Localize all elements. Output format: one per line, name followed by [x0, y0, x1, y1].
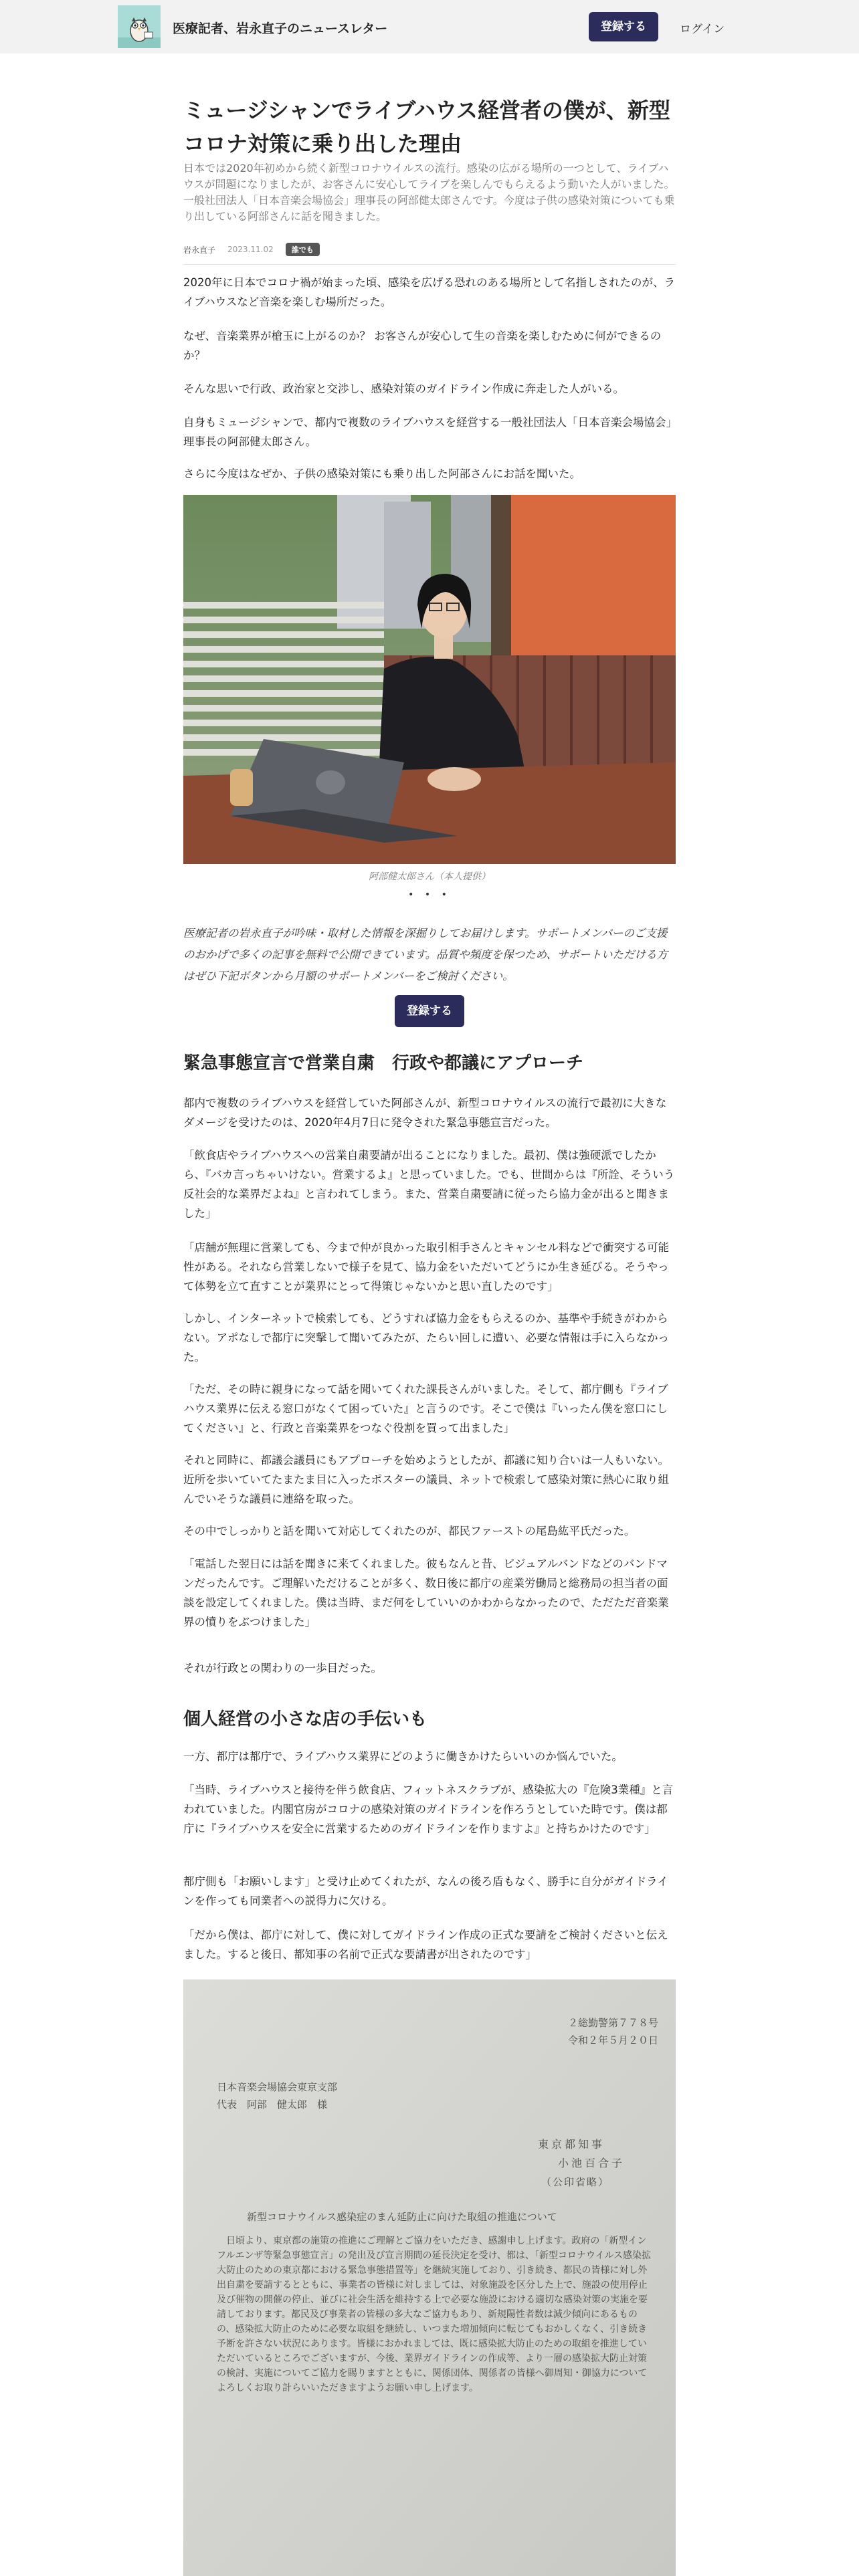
paragraph: 都庁側も「お願いします」と受け止めてくれたが、なんの後ろ盾もなく、勝手に自分がガイドラインを作っても同業者への説得力に欠ける。	[183, 1875, 668, 1907]
separator: • • •	[408, 889, 451, 900]
letter-sender-title: 東京都知事	[538, 2138, 605, 2151]
photo-caption: 阿部健太郎さん（本人提供）	[369, 871, 490, 882]
paragraph: 「店舗が無理に営業しても、今まで仲が良かった取引相手さんとキャンセル料などで衝突する可能性がある。それなら営業しないで様子を見て、協力金をいただいてどうにか生き延びる。そうやって体勢を立て直すことが業界にとって得策じゃないかと思い直したのです」	[183, 1241, 669, 1293]
login-link[interactable]: ログイン	[680, 23, 725, 36]
site-logo[interactable]	[118, 5, 161, 48]
letter-recipient-org: 日本音楽会場協会東京支部	[217, 2081, 338, 2093]
paragraph: なぜ、音楽業界が槍玉に上がるのか？ お客さんが安心して生の音楽を楽しむために何ができるのか？	[183, 330, 662, 362]
article-title: ミュージシャンでライブハウス経営者の僕が、新型コロナ対策に乗り出した理由	[183, 98, 670, 156]
request-letter-image	[183, 1979, 676, 2576]
promo-text: 医療記者の岩永直子が吟味・取材した情報を深掘りしてお届けします。サポートメンバーのご支援のおかげで多くの記事を無料で公開できています。品質や頻度を保つため、サポートいただける方はぜひ下記ボタンから月額のサポートメンバーをご検討ください。	[183, 927, 668, 982]
article-photo	[183, 495, 676, 864]
divider	[183, 264, 676, 265]
paragraph: 「飲食店やライブハウスへの営業自粛要請が出ることになりました。最初、僕は強硬派でしたから、『バカ言っちゃいけない。営業するよ』と思っていました。でも、世間からは『所詮、そういう反社会的な業界だよね』と言われてしまう。また、営業自粛要請に従ったら協力金が出ると聞きました」	[183, 1149, 675, 1220]
paragraph: それと同時に、都議会議員にもアプローチを始めようとしたが、都議に知り合いは一人もいない。近所を歩いていてたまたま目に入ったポスターの議員、ネットで検索して感染対策に熱心に取り組んでいそうな議員に連絡を取った。	[183, 1454, 669, 1505]
author-name[interactable]: 岩永直子	[183, 245, 216, 255]
top-bar	[0, 0, 859, 53]
letter-ref-date: 令和２年５月２０日	[567, 2034, 658, 2046]
letter-body: 日頃より、東京都の施策の推進にご理解とご協力をいただき、感謝申し上げます。政府の「新型インフルエンザ等緊急事態宣言」の発出及び宣言期間の延長決定を受け、都は、「新型コロナウイルス感染拡大防止のための東京都における緊急事態措置等」を継続実施しており、引き続き、都民の皆様に対し外出自粛を要請するとともに、事業者の皆様に対しましては、対象施設を区分した上で、施設の使用停止及び催物の開催の停止、並びに社会生活を維持する上で必要な施設における適切な感染対策の実施を要請しております。都民及び事業者の皆様の多大なご協力もあり、新規陽性者数は減少傾向にあるものの、感染拡大防止のために必要な取組を継続し、いつまた増加傾向に転じてもおかしくなく、引き続き予断を許さない状況にあります。皆様におかれましては、既に感染拡大防止のための取組を推進していただいているところでございますが、今後、業界ガイドラインの作成等、より一層の感染拡大防止対策の検討、実施についてご協力を賜りますとともに、関係団体、関係者の皆様へ御周知・御協力についてよろしくお取り計らいいただきますようお願い申し上げます。	[217, 2236, 652, 2393]
article-lead: 日本では2020年初めから続く新型コロナウイルスの流行。感染の広がる場所の一つとして、ライブハウスが問題になりましたが、お客さんに安心してライブを楽しんでもらえるよう動いた人がいました。一般社団法人「日本音楽会場協会」理事長の阿部健太郎さんです。今度は子供の感染対策についても乗り出している阿部さんに話を聞きました。	[183, 162, 675, 223]
publish-date: 2023.11.02	[227, 245, 274, 254]
subscribe-button-inline[interactable]: 登録する	[395, 995, 464, 1027]
letter-ref-number: ２総勤警第７７８号	[567, 2017, 658, 2029]
paragraph: 2020年に日本でコロナ禍が始まった頃、感染を広げる恐れのある場所として名指しされたのが、ライブハウスなど音楽を楽しむ場所だった。	[183, 276, 675, 308]
section-heading: 個人経営の小さな店の手伝いも	[183, 1709, 427, 1729]
paragraph: 「ただ、その時に親身になって話を聞いてくれた課長さんがいました。そして、都庁側も『ライブハウス業界に伝える窓口がなくて困っていた』と言うのです。そこで僕は『いったん僕を窓口にしてください』と、行政と音楽業界をつなぐ役割を買って出ました」	[183, 1383, 668, 1434]
paragraph: 都内で複数のライブハウスを経営していた阿部さんが、新型コロナウイルスの流行で最初に大きなダメージを受けたのは、2020年4月7日に発令された緊急事態宣言だった。	[183, 1097, 667, 1129]
letter-recipient-name: 代表 阿部 健太郎 様	[217, 2099, 328, 2111]
article-meta	[183, 242, 320, 257]
site-name[interactable]: 医療記者、岩永直子のニュースレター	[173, 21, 388, 36]
letter-sender-name: 小池百合子	[558, 2157, 626, 2169]
paragraph: それが行政との関わりの一歩目だった。	[183, 1662, 382, 1675]
paragraph: そんな思いで行政、政治家と交渉し、感染対策のガイドライン作成に奔走した人がいる。	[183, 383, 625, 395]
paragraph: 自身もミュージシャンで、都内で複数のライブハウスを経営する一般社団法人「日本音楽会場協会」理事長の阿部健太郎さん。	[183, 416, 672, 448]
paragraph: その中でしっかりと話を聞いて対応してくれたのが、都民ファーストの尾島紘平氏だった。	[183, 1525, 636, 1537]
scanned-letter	[183, 1979, 676, 2576]
paragraph: 「だから僕は、都庁に対して、僕に対してガイドライン作成の正式な要請をご検討くださいと伝えました。すると後日、都知事の名前で正式な要請書が出されたのです」	[183, 1929, 668, 1961]
audience-badge: 誰でも	[286, 243, 320, 256]
paragraph: 一方、都庁は都庁で、ライブハウス業界にどのように働きかけたらいいのか悩んでいた。	[183, 1750, 623, 1763]
paragraph: さらに今度はなぜか、子供の感染対策にも乗り出した阿部さんにお話を聞いた。	[183, 467, 581, 480]
letter-sender-note: （公印省略）	[541, 2176, 610, 2188]
letter-subject: 新型コロナウイルス感染症のまん延防止に向けた取組の推進について	[247, 2211, 557, 2223]
paragraph: 「電話した翌日には話を聞きに来てくれました。彼もなんと昔、ビジュアルバンドなどのバンドマンだったんです。ご理解いただけることが多く、数日後に都庁の産業労働局と総務局の担当者の面談を設定してくれました。僕は当時、まだ何をしていいのかわからなかったので、ただただ音楽業界の憤りをぶつけました」	[183, 1558, 669, 1628]
owl-mascot-icon	[118, 5, 161, 48]
interview-photo-image	[183, 495, 676, 864]
subscribe-button[interactable]: 登録する	[589, 12, 658, 41]
paragraph: 「当時、ライブハウスと接待を伴う飲食店、フィットネスクラブが、感染拡大の『危険3業種』と言われていました。内閣官房がコロナの感染対策のガイドラインを作ろうとしていた時です。僕は都庁に『ライブハウスを安全に営業するためのガイドラインを作りますよ』と持ちかけたのです」	[183, 1784, 674, 1835]
paragraph: しかし、インターネットで検索しても、どうすれば協力金をもらえるのか、基準や手続きがわからない。アポなしで都庁に突撃して聞いてみたが、たらい回しに遭い、必要な情報は手に入らなかった。	[183, 1312, 669, 1364]
section-heading: 緊急事態宣言で営業自粛 行政や都議にアプローチ	[183, 1053, 584, 1073]
